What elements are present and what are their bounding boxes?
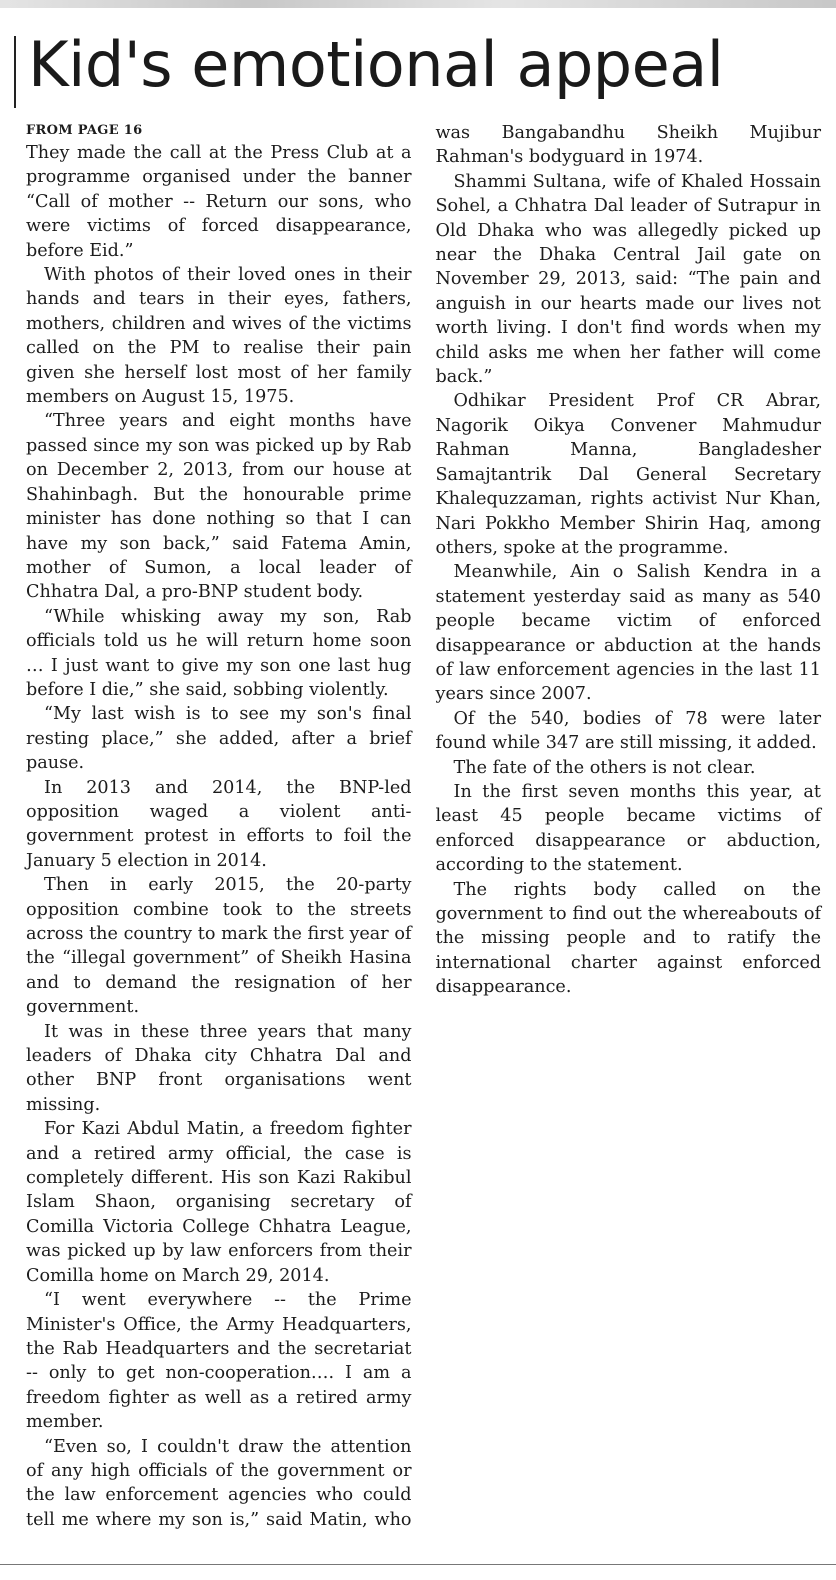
- bottom-border: [0, 1564, 836, 1565]
- paragraph: For Kazi Abdul Matin, a freedom fighter and a retired army official, the case is completely different. His son Kazi Rakibul Islam Shaon, organising secretary of Comilla Victoria College Chhatra League, was picked up by law enforcers from their Comilla home on March 29, 2014.: [26, 1119, 412, 1286]
- headline: Kid's emotional appeal: [28, 28, 724, 101]
- paragraph: Meanwhile, Ain o Salish Kendra in a statement yesterday said as many as 540 people became victim of enforced disappearance or abduction at the hands of law enforcement agencies in the last 11 years since 2007.: [435, 562, 821, 705]
- paragraph: Of the 540, bodies of 78 were later found while 347 are still missing, it added.: [435, 708, 821, 754]
- paragraph: The fate of the others is not clear.: [453, 757, 756, 778]
- paragraph: “While whisking away my son, Rab officials told us he will return home soon … I just want to give my son one last hug before I die,” she said, sobbing violently.: [26, 606, 412, 700]
- paragraph: In the first seven months this year, at least 45 people became victims of enforced disappearance or abduction, according to the statement.: [435, 781, 821, 876]
- paragraph: It was in these three years that many leaders of Dhaka city Chhatra Dal and other BNP front organisations went missing.: [26, 1021, 412, 1115]
- paragraph: They made the call at the Press Club at a programme organised under the banner “Call of mother -- Return our sons, who were victims of forced disappearance, before Eid.”: [26, 143, 412, 261]
- paragraph: “My last wish is to see my son's final resting place,” she added, after a brief pause.: [26, 704, 412, 774]
- paragraph: Shammi Sultana, wife of Khaled Hossain Sohel, a Chhatra Dal leader of Sutrapur in Old Dhaka who was allegedly picked up near the Dhaka Central Jail gate on November 29, 2013, said: “The pain and anguish in our hearts made our lives not worth living. I don't find words when my child asks me when her father will come back.”: [435, 171, 821, 388]
- top-border: [0, 0, 836, 8]
- paragraph: “Three years and eight months have passed since my son was picked up by Rab on December 2, 2013, from our house at Shahinbagh. But the honourable prime minister has done nothing so that I can have my son back,” said Fatema Amin, mother of Sumon, a local leader of Chhatra Dal, a pro-BNP student body.: [26, 411, 412, 603]
- paragraph: “I went everywhere -- the Prime Minister's Office, the Army Headquarters, the Rab Headquarters and the secretariat -- only to get non-cooperation…. I am a freedom fighter as well as a retired army member.: [26, 1290, 412, 1433]
- paragraph: With photos of their loved ones in their hands and tears in their eyes, fathers, mothers, children and wives of the victims called on the PM to realise their pain given she herself lost most of her family members on August 15, 1975.: [26, 265, 412, 408]
- kicker: FROM PAGE 16: [26, 123, 143, 138]
- paragraph: The rights body called on the government to find out the whereabouts of the missing people and to ratify the international charter against enforced disappearance.: [435, 879, 821, 998]
- paragraph: In 2013 and 2014, the BNP-led opposition waged a violent anti-government protest in efforts to foil the January 5 election in 2014.: [26, 777, 412, 871]
- article-body: [26, 121, 821, 1561]
- paragraph: Then in early 2015, the 20-party opposition combine took to the streets across the country to mark the first year of the “illegal government” of Sheikh Hasina and to demand the resignation of her government.: [26, 875, 412, 1018]
- paragraph: Odhikar President Prof CR Abrar, Nagorik Oikya Convener Mahmudur Rahman Manna, Bangladesher Samajtantrik Dal General Secretary Khalequzzaman, rights activist Nur Khan, Nari Pokkho Member Shirin Haq, among others, spoke at the programme.: [435, 391, 821, 558]
- paragraph: “Even so, I couldn't draw the attention of any high officials of the government or the law enforcement agencies who could tell me where my son is,” said Matin, who was Bangabandhu Sheikh Mujibur Rahman's bodyguard in 1974.: [26, 123, 821, 1530]
- headline-rule: [14, 36, 16, 108]
